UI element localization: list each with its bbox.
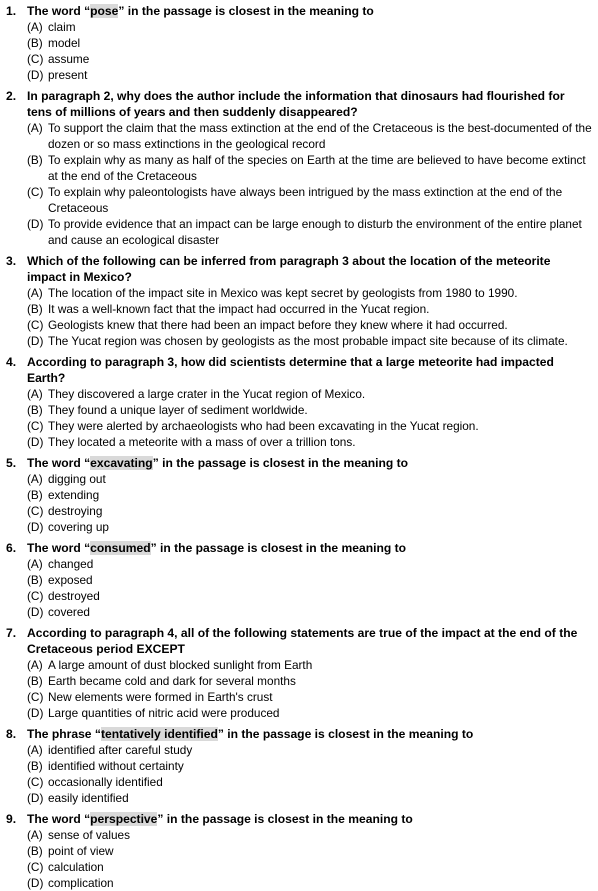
answer-option (0, 67, 598, 83)
option-text: A large amount of dust blocked sunlight from Earth (48, 658, 313, 672)
question-text: According to paragraph 3, how did scientists determine that a large meteorite had impacted Earth? (27, 355, 554, 385)
question-number: 9. (6, 812, 17, 826)
question-6 (0, 540, 598, 620)
option-text: The Yucat region was chosen by geologists as the most probable impact site because of its climate. (48, 334, 568, 348)
answer-option (0, 184, 598, 216)
answer-option (0, 790, 598, 806)
highlighted-term: perspective (90, 812, 158, 826)
question-text: In paragraph 2, why does the author include the information that dinosaurs had flourished for tens of millions of years and then suddenly disappeared? (27, 89, 565, 119)
option-letter: (A) (27, 557, 43, 571)
option-text: changed (48, 557, 94, 571)
answer-option (0, 19, 598, 35)
answer-option (0, 503, 598, 519)
option-letter: (C) (27, 318, 44, 332)
answer-option (0, 216, 598, 248)
question-stem (0, 354, 598, 386)
option-text: sense of values (48, 828, 130, 842)
option-letter: (C) (27, 52, 44, 66)
option-letter: (A) (27, 658, 43, 672)
answer-option (0, 705, 598, 721)
option-letter: (C) (27, 589, 44, 603)
option-letter: (A) (27, 121, 43, 135)
option-text: occasionally identified (48, 775, 163, 789)
option-text: covered (48, 605, 90, 619)
option-letter: (D) (27, 605, 44, 619)
option-letter: (B) (27, 403, 43, 417)
question-text-end: ” in the passage is closest in the meaning to (217, 727, 474, 741)
answer-option (0, 556, 598, 572)
question-5 (0, 455, 598, 535)
answer-option (0, 875, 598, 891)
option-text: To explain why paleontologists have always been intrigued by the mass extinction at the end of the Cretaceous (48, 185, 563, 215)
option-text: identified without certainty (48, 759, 184, 773)
question-number: 8. (6, 727, 17, 741)
option-letter: (C) (27, 690, 44, 704)
option-text: easily identified (48, 791, 129, 805)
question-number: 6. (6, 541, 17, 555)
option-letter: (D) (27, 520, 44, 534)
option-text: It was a well-known fact that the impact had occurred in the Yucat region. (48, 302, 430, 316)
answer-option (0, 588, 598, 604)
option-text: exposed (48, 573, 93, 587)
option-letter: (B) (27, 302, 43, 316)
question-text: The phrase “ (27, 727, 101, 741)
option-text: complication (48, 876, 114, 890)
option-letter: (B) (27, 759, 43, 773)
question-text: Which of the following can be inferred from paragraph 3 about the location of the meteorite impact in Mexico? (27, 254, 551, 284)
question-number: 7. (6, 626, 17, 640)
option-text: identified after careful study (48, 743, 193, 757)
option-letter: (A) (27, 20, 43, 34)
option-text: To explain why as many as half of the species on Earth at the time are believed to have become extinct at the end of the Cretaceous (48, 153, 586, 183)
answer-option (0, 859, 598, 875)
answer-option (0, 657, 598, 673)
question-stem (0, 540, 598, 556)
question-text-end: ” in the passage is closest in the meaning to (157, 812, 413, 826)
question-8 (0, 726, 598, 806)
question-text-end: ” in the passage is closest in the meaning to (150, 541, 407, 555)
highlighted-term: excavating (90, 456, 153, 470)
question-text: The word “ (27, 456, 91, 470)
highlighted-term: consumed (90, 541, 151, 555)
option-letter: (C) (27, 185, 44, 199)
answer-option (0, 758, 598, 774)
option-text: The location of the impact site in Mexico was kept secret by geologists from 1980 to 1990. (48, 286, 518, 300)
option-letter: (B) (27, 153, 43, 167)
option-letter: (D) (27, 334, 44, 348)
option-text: They were alerted by archaeologists who had been excavating in the Yucat region. (48, 419, 479, 433)
question-number: 1. (6, 4, 17, 18)
option-letter: (C) (27, 504, 44, 518)
answer-option (0, 673, 598, 689)
answer-option (0, 333, 598, 349)
answer-option (0, 317, 598, 333)
question-text-end: ” in the passage is closest in the meaning to (118, 4, 374, 18)
answer-option (0, 285, 598, 301)
option-text: They found a unique layer of sediment worldwide. (48, 403, 308, 417)
option-letter: (C) (27, 419, 44, 433)
question-text-end: ” in the passage is closest in the meaning to (152, 456, 409, 470)
option-text: They discovered a large crater in the Yucat region of Mexico. (48, 387, 366, 401)
question-text: According to paragraph 4, all of the following statements are true of the impact at the end of the Cretaceous period EXCEPT (27, 626, 578, 656)
option-text: extending (48, 488, 100, 502)
question-stem (0, 3, 598, 19)
answer-option (0, 386, 598, 402)
question-text: The word “ (27, 541, 91, 555)
option-text: destroying (48, 504, 103, 518)
answer-option (0, 152, 598, 184)
question-1 (0, 3, 598, 83)
question-number: 5. (6, 456, 17, 470)
answer-option (0, 827, 598, 843)
answer-option (0, 471, 598, 487)
option-letter: (B) (27, 844, 43, 858)
question-text: The word “ (27, 812, 91, 826)
option-text: Large quantities of nitric acid were produced (48, 706, 280, 720)
option-letter: (B) (27, 488, 43, 502)
option-text: Geologists knew that there had been an impact before they knew where it had occurred. (48, 318, 508, 332)
option-letter: (A) (27, 387, 43, 401)
option-text: calculation (48, 860, 104, 874)
question-stem (0, 455, 598, 471)
option-letter: (C) (27, 860, 44, 874)
answer-option (0, 301, 598, 317)
answer-option (0, 120, 598, 152)
option-letter: (D) (27, 791, 44, 805)
option-text: claim (48, 20, 76, 34)
answer-option (0, 604, 598, 620)
option-text: They located a meteorite with a mass of over a trillion tons. (48, 435, 356, 449)
option-text: model (48, 36, 81, 50)
answer-option (0, 742, 598, 758)
answer-option (0, 572, 598, 588)
answer-option (0, 689, 598, 705)
option-letter: (D) (27, 217, 44, 231)
option-letter: (A) (27, 828, 43, 842)
option-letter: (A) (27, 743, 43, 757)
option-letter: (A) (27, 472, 43, 486)
answer-option (0, 434, 598, 450)
option-text: assume (48, 52, 90, 66)
question-stem (0, 811, 598, 827)
question-7 (0, 625, 598, 721)
option-letter: (B) (27, 36, 43, 50)
answer-option (0, 402, 598, 418)
option-text: present (48, 68, 88, 82)
option-letter: (A) (27, 286, 43, 300)
question-text: The word “ (27, 4, 91, 18)
question-4 (0, 354, 598, 450)
question-2 (0, 88, 598, 248)
question-stem (0, 88, 598, 120)
question-stem (0, 625, 598, 657)
question-number: 4. (6, 355, 17, 369)
answer-option (0, 843, 598, 859)
option-text: digging out (48, 472, 106, 486)
highlighted-term: tentatively identified (100, 727, 218, 741)
option-text: Earth became cold and dark for several months (48, 674, 296, 688)
answer-option (0, 774, 598, 790)
option-text: point of view (48, 844, 114, 858)
option-text: covering up (48, 520, 109, 534)
question-number: 3. (6, 254, 17, 268)
option-letter: (D) (27, 68, 44, 82)
question-3 (0, 253, 598, 349)
answer-option (0, 418, 598, 434)
answer-option (0, 519, 598, 535)
option-letter: (D) (27, 435, 44, 449)
question-9 (0, 811, 598, 891)
option-text: To provide evidence that an impact can be large enough to disturb the environment of the entire planet and cause an ecological disaster (48, 217, 582, 247)
option-letter: (D) (27, 876, 44, 890)
question-stem (0, 726, 598, 742)
answer-option (0, 487, 598, 503)
option-letter: (D) (27, 706, 44, 720)
question-stem (0, 253, 598, 285)
option-letter: (B) (27, 674, 43, 688)
option-text: destroyed (48, 589, 100, 603)
option-letter: (C) (27, 775, 44, 789)
answer-option (0, 35, 598, 51)
option-text: To support the claim that the mass extinction at the end of the Cretaceous is the best-documented of the dozen or so mass extinctions in the geological record (48, 121, 592, 151)
option-text: New elements were formed in Earth's crust (48, 690, 273, 704)
option-letter: (B) (27, 573, 43, 587)
question-number: 2. (6, 89, 17, 103)
answer-option (0, 51, 598, 67)
highlighted-term: pose (90, 4, 119, 18)
